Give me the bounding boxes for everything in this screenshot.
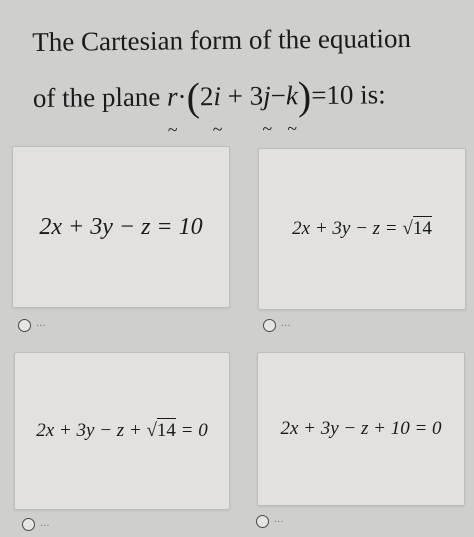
- plus-sign: +: [227, 80, 244, 111]
- equation-rhs: =10: [311, 79, 354, 111]
- option-1-text: 2x + 3y − z = 10: [39, 213, 203, 240]
- vector-k: k ~: [286, 67, 299, 123]
- option-3-text: [36, 420, 208, 442]
- dot-operator: ·: [177, 81, 187, 112]
- coef-j: 3: [249, 80, 264, 111]
- close-paren: ): [297, 73, 312, 119]
- option-2-text: [292, 218, 432, 240]
- sqrt-symbol: √: [402, 218, 413, 239]
- open-paren: (: [186, 74, 201, 120]
- option-4-mark: ...: [274, 514, 284, 525]
- sqrt-symbol: √: [146, 420, 157, 441]
- option-3-radio[interactable]: [22, 518, 35, 531]
- option-1-radio[interactable]: [18, 319, 31, 332]
- option-card-3[interactable]: [14, 352, 230, 510]
- sqrt-value: 14: [412, 218, 432, 239]
- option-card-2[interactable]: [258, 148, 466, 310]
- vector-r: r ~: [167, 68, 178, 124]
- sqrt-value: 14: [156, 420, 176, 441]
- option-3-suffix: = 0: [175, 420, 208, 441]
- question-suffix: is:: [360, 79, 386, 110]
- question-line-2: [33, 65, 464, 126]
- option-card-4[interactable]: [257, 352, 465, 506]
- option-3-prefix: 2x + 3y − z +: [36, 420, 147, 441]
- option-3-mark: ...: [40, 518, 50, 529]
- minus-sign: −: [270, 80, 287, 111]
- question-line-1: The Cartesian form of the equation: [32, 23, 412, 57]
- option-2-prefix: 2x + 3y − z =: [292, 218, 403, 239]
- option-4-radio[interactable]: [256, 515, 269, 528]
- option-4-text: 2x + 3y − z + 10 = 0: [280, 418, 442, 439]
- option-2-mark: ...: [281, 318, 291, 329]
- vector-i: i ~: [213, 68, 221, 124]
- option-1-mark: ...: [36, 318, 46, 329]
- option-2-radio[interactable]: [263, 319, 276, 332]
- vector-j: j ~: [263, 68, 271, 124]
- coef-i: 2: [199, 81, 214, 112]
- plane-equation: [166, 73, 360, 120]
- question-text: [32, 9, 463, 126]
- option-card-1[interactable]: [12, 146, 230, 308]
- question-line-2-prefix: of the plane: [32, 81, 161, 113]
